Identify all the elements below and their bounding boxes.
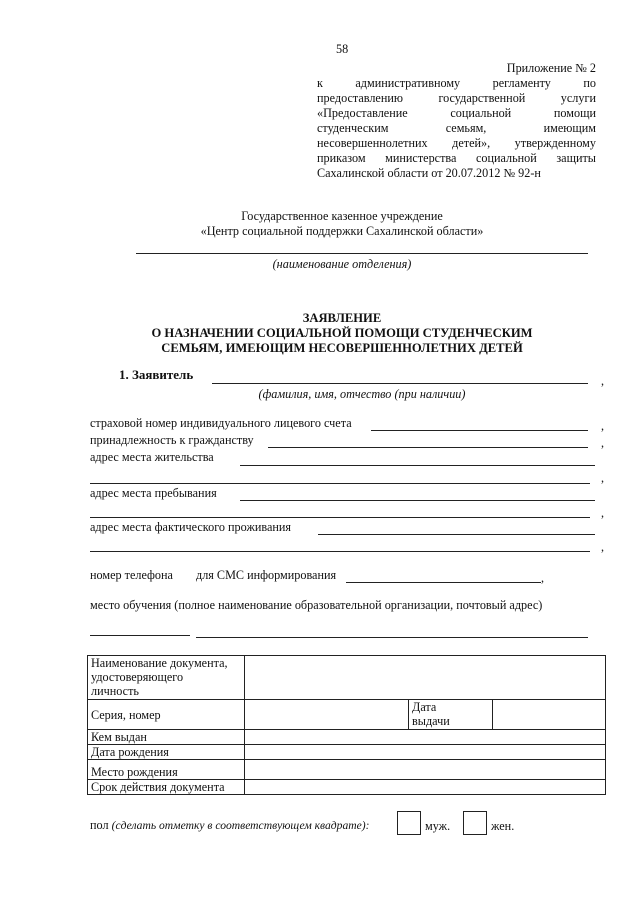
issue-date-label <box>409 700 493 730</box>
actual-residence-line-1[interactable] <box>318 534 595 535</box>
table-row <box>88 780 606 795</box>
issue-date-label-line: Дата <box>412 700 437 714</box>
issue-date-label-line: выдачи <box>412 714 450 728</box>
doc-name-label-line: удостоверяющего <box>91 670 184 684</box>
comma: , <box>601 540 605 554</box>
birth-place-cell[interactable] <box>245 760 606 780</box>
actual-residence-label: адрес места фактического проживания <box>90 520 292 534</box>
applicant-name-caption: (фамилия, имя, отчество (при наличии) <box>258 387 466 401</box>
issued-by-cell[interactable] <box>245 730 606 745</box>
doc-name-label <box>88 656 245 700</box>
validity-label: Срок действия документа <box>88 780 245 795</box>
comma: , <box>541 571 545 585</box>
comma: , <box>601 419 605 433</box>
doc-name-label-line: Наименование документа, <box>91 656 228 670</box>
table-row <box>88 700 606 730</box>
department-caption: (наименование отделения) <box>272 257 412 271</box>
birth-place-label: Место рождения <box>88 760 245 780</box>
annex-line: приказом министерства социальной защиты <box>317 151 596 165</box>
validity-cell[interactable] <box>245 780 606 795</box>
annex-line: студенческим семьям, имеющим <box>317 121 596 135</box>
study-line-1[interactable] <box>90 635 190 636</box>
table-row <box>88 745 606 760</box>
study-label: место обучения (полное наименование образовательной организации, почтовый адрес) <box>90 598 543 612</box>
annex-title: Приложение № 2 <box>506 61 596 75</box>
phone-label: номер телефона <box>90 568 173 582</box>
issue-date-cell[interactable] <box>493 700 606 730</box>
gender-label <box>90 817 370 834</box>
table-row <box>88 730 606 745</box>
residence-label: адрес места жительства <box>90 450 214 464</box>
issued-by-label: Кем выдан <box>88 730 245 745</box>
citizenship-label: принадлежность к гражданству <box>90 433 254 447</box>
annex-line: к административному регламенту по <box>317 76 596 90</box>
comma: , <box>601 471 605 485</box>
stay-label: адрес места пребывания <box>90 486 217 500</box>
actual-residence-line-2[interactable] <box>90 551 590 552</box>
applicant-name-line[interactable] <box>212 383 588 384</box>
stay-line-2[interactable] <box>90 517 590 518</box>
phone-line[interactable] <box>346 582 541 583</box>
study-line-2[interactable] <box>196 637 588 638</box>
page-number: 58 <box>336 42 349 56</box>
snils-line[interactable] <box>371 430 588 431</box>
gender-label-text: пол <box>90 818 109 832</box>
heading-line2: О НАЗНАЧЕНИИ СОЦИАЛЬНОЙ ПОМОЩИ СТУДЕНЧЕСКИМ <box>151 326 533 340</box>
female-label: жен. <box>491 819 515 833</box>
female-checkbox[interactable] <box>463 811 487 835</box>
citizenship-line[interactable] <box>268 447 588 448</box>
comma: , <box>601 436 605 450</box>
sms-label: для СМС информирования <box>196 568 337 582</box>
annex-last-line: Сахалинской области от 20.07.2012 № 92-н <box>317 166 541 180</box>
identity-document-table <box>87 655 606 795</box>
birth-date-cell[interactable] <box>245 745 606 760</box>
comma: , <box>601 374 605 388</box>
institution-line1: Государственное казенное учреждение <box>241 209 443 223</box>
annex-line: предоставлению государственной услуги <box>317 91 596 105</box>
male-checkbox[interactable] <box>397 811 421 835</box>
birth-date-label: Дата рождения <box>88 745 245 760</box>
section1-title: 1. Заявитель <box>119 367 194 382</box>
heading-line3: СЕМЬЯМ, ИМЕЮЩИМ НЕСОВЕРШЕННОЛЕТНИХ ДЕТЕЙ <box>161 341 523 355</box>
stay-line-1[interactable] <box>240 500 595 501</box>
doc-name-cell[interactable] <box>245 656 606 700</box>
series-cell[interactable] <box>245 700 409 730</box>
heading-line1: ЗАЯВЛЕНИЕ <box>302 311 382 325</box>
snils-label: страховой номер индивидуального лицевого счета <box>90 416 352 430</box>
residence-line-1[interactable] <box>240 465 595 466</box>
annex-line: несовершеннолетних детей», утвержденному <box>317 136 596 150</box>
table-row <box>88 760 606 780</box>
male-label: муж. <box>425 819 451 833</box>
gender-hint: (сделать отметку в соответствующем квадрате): <box>111 819 370 832</box>
annex-line: «Предоставление социальной помощи <box>317 106 596 120</box>
doc-name-label-line: личность <box>91 684 139 698</box>
institution-line2: «Центр социальной поддержки Сахалинской области» <box>200 224 484 238</box>
residence-line-2[interactable] <box>90 483 590 484</box>
table-row <box>88 656 606 700</box>
series-label: Серия, номер <box>88 700 245 730</box>
department-line[interactable] <box>136 253 588 254</box>
comma: , <box>601 506 605 520</box>
